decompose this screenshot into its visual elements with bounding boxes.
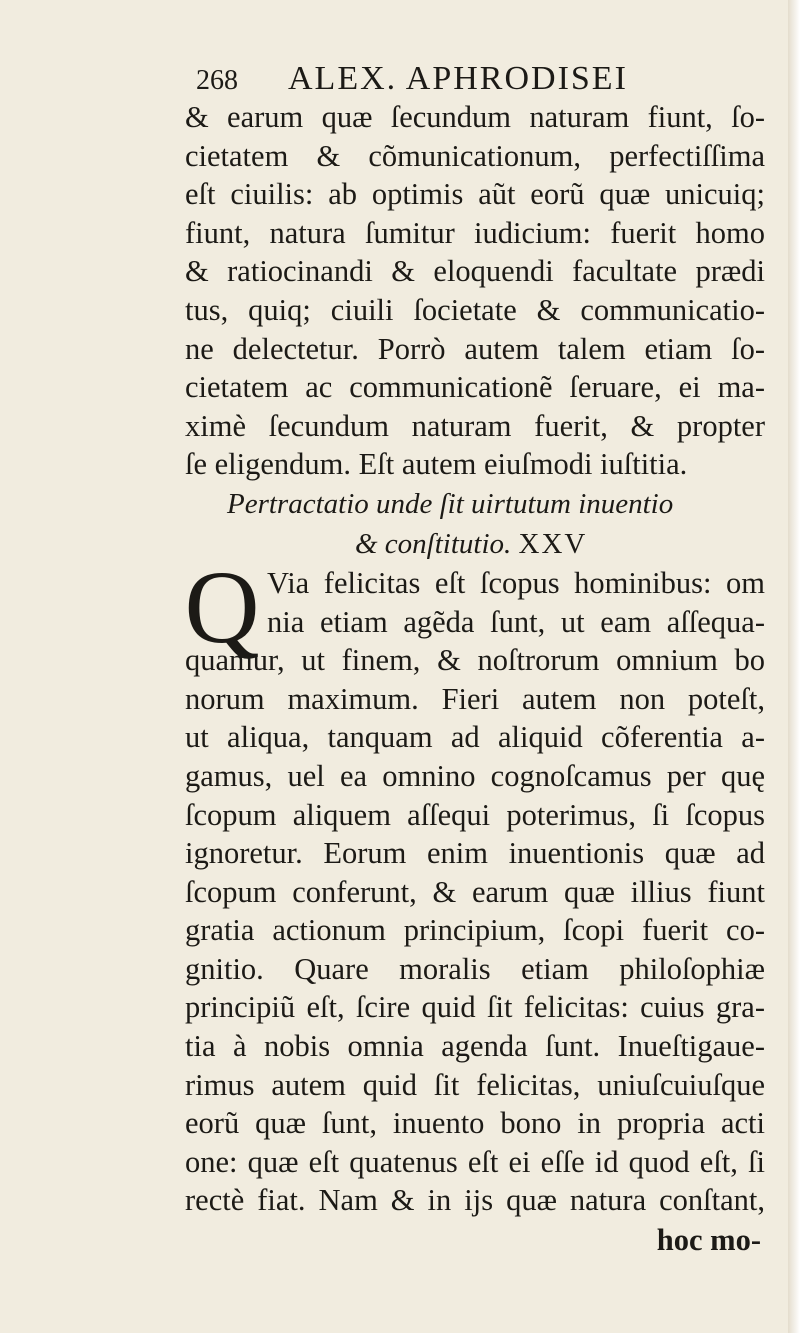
text-line: rimus autem quid ſit felicitas, uniuſcuiuſque xyxy=(185,1067,765,1102)
text-line: ſe eligendum. Eſt autem eiuſmodi iuſtitia. xyxy=(185,447,688,482)
chapter-number: XXV xyxy=(518,527,588,560)
text-line: ſcopum aliquem aſſequi poterimus, ſi ſcopus xyxy=(185,797,765,832)
chapter-heading xyxy=(185,484,765,564)
text-line: ut aliqua, tanquam ad aliquid cõferentia a- xyxy=(185,720,765,755)
text-line: tus, quiq; ciuili ſocietate & communicatio- xyxy=(185,292,765,327)
text-line: eorũ quæ ſunt, inuento bono in propria acti xyxy=(185,1106,765,1141)
text-line: principiũ eſt, ſcire quid ſit felicitas: cuius gra- xyxy=(185,990,765,1025)
chapter-heading-text: & conſtitutio. xyxy=(355,527,512,560)
paragraph-1 xyxy=(185,98,765,484)
text-line: gamus, uel ea omnino cognoſcamus per quę xyxy=(185,758,765,793)
text-line: cietatem ac communicationẽ ſeruare, ei ma- xyxy=(185,370,765,405)
text-line: fiunt, natura ſumitur iudicium: fuerit homo xyxy=(185,215,765,250)
text-line: ſcopum conferunt, & earum quæ illius fiunt xyxy=(185,874,765,909)
chapter-heading-line-2 xyxy=(185,524,765,564)
text-line: gnitio. Quare moralis etiam philoſophiæ xyxy=(185,951,765,986)
page-edge xyxy=(788,0,800,1333)
running-title: ALEX. APHRODISEI xyxy=(288,60,628,97)
text-line: norum maximum. Fieri autem non poteſt, xyxy=(185,681,765,716)
text-line: & earum quæ ſecundum naturam fiunt, ſo- xyxy=(185,100,765,134)
text-line: rectè fiat. Nam & in ijs quæ natura conſtant, xyxy=(185,1183,765,1218)
text-block xyxy=(185,98,765,1260)
paragraph-2 xyxy=(184,549,765,1220)
text-line: nia etiam agẽda ſunt, ut eam aſſequa- xyxy=(267,604,765,639)
text-line: one: quæ eſt quatenus eſt ei eſſe id quod eſt, ſi xyxy=(185,1144,765,1179)
chapter-heading-line-1: Pertractatio unde ſit uirtutum inuentio xyxy=(227,487,674,520)
running-head xyxy=(196,56,766,102)
page-number: 268 xyxy=(196,65,238,96)
text-line: ximè ſecundum naturam fuerit, & propter xyxy=(185,408,765,443)
text-line: ne delectetur. Porrò autem talem etiam ſo- xyxy=(185,331,765,366)
text-line: eſt ciuilis: ab optimis aũt eorũ quæ unicuiq; xyxy=(185,177,765,212)
catchword: hoc mo- xyxy=(656,1223,761,1258)
text-line: gratia actionum principium, ſcopi fuerit co- xyxy=(185,913,765,948)
text-line: Via felicitas eſt ſcopus hominibus: om xyxy=(267,565,765,600)
text-line: tia à nobis omnia agenda ſunt. Inueſtigaue- xyxy=(185,1029,765,1064)
text-line: cietatem & cõmunicationum, perfectiſſima xyxy=(185,138,765,173)
text-line: quamur, ut finem, & noſtrorum omnium bo xyxy=(185,643,765,678)
text-line: & ratiocinandi & eloquendi facultate prædi xyxy=(185,254,765,289)
drop-cap: Q xyxy=(184,549,260,665)
text-line: ignoretur. Eorum enim inuentionis quæ ad xyxy=(185,836,765,871)
